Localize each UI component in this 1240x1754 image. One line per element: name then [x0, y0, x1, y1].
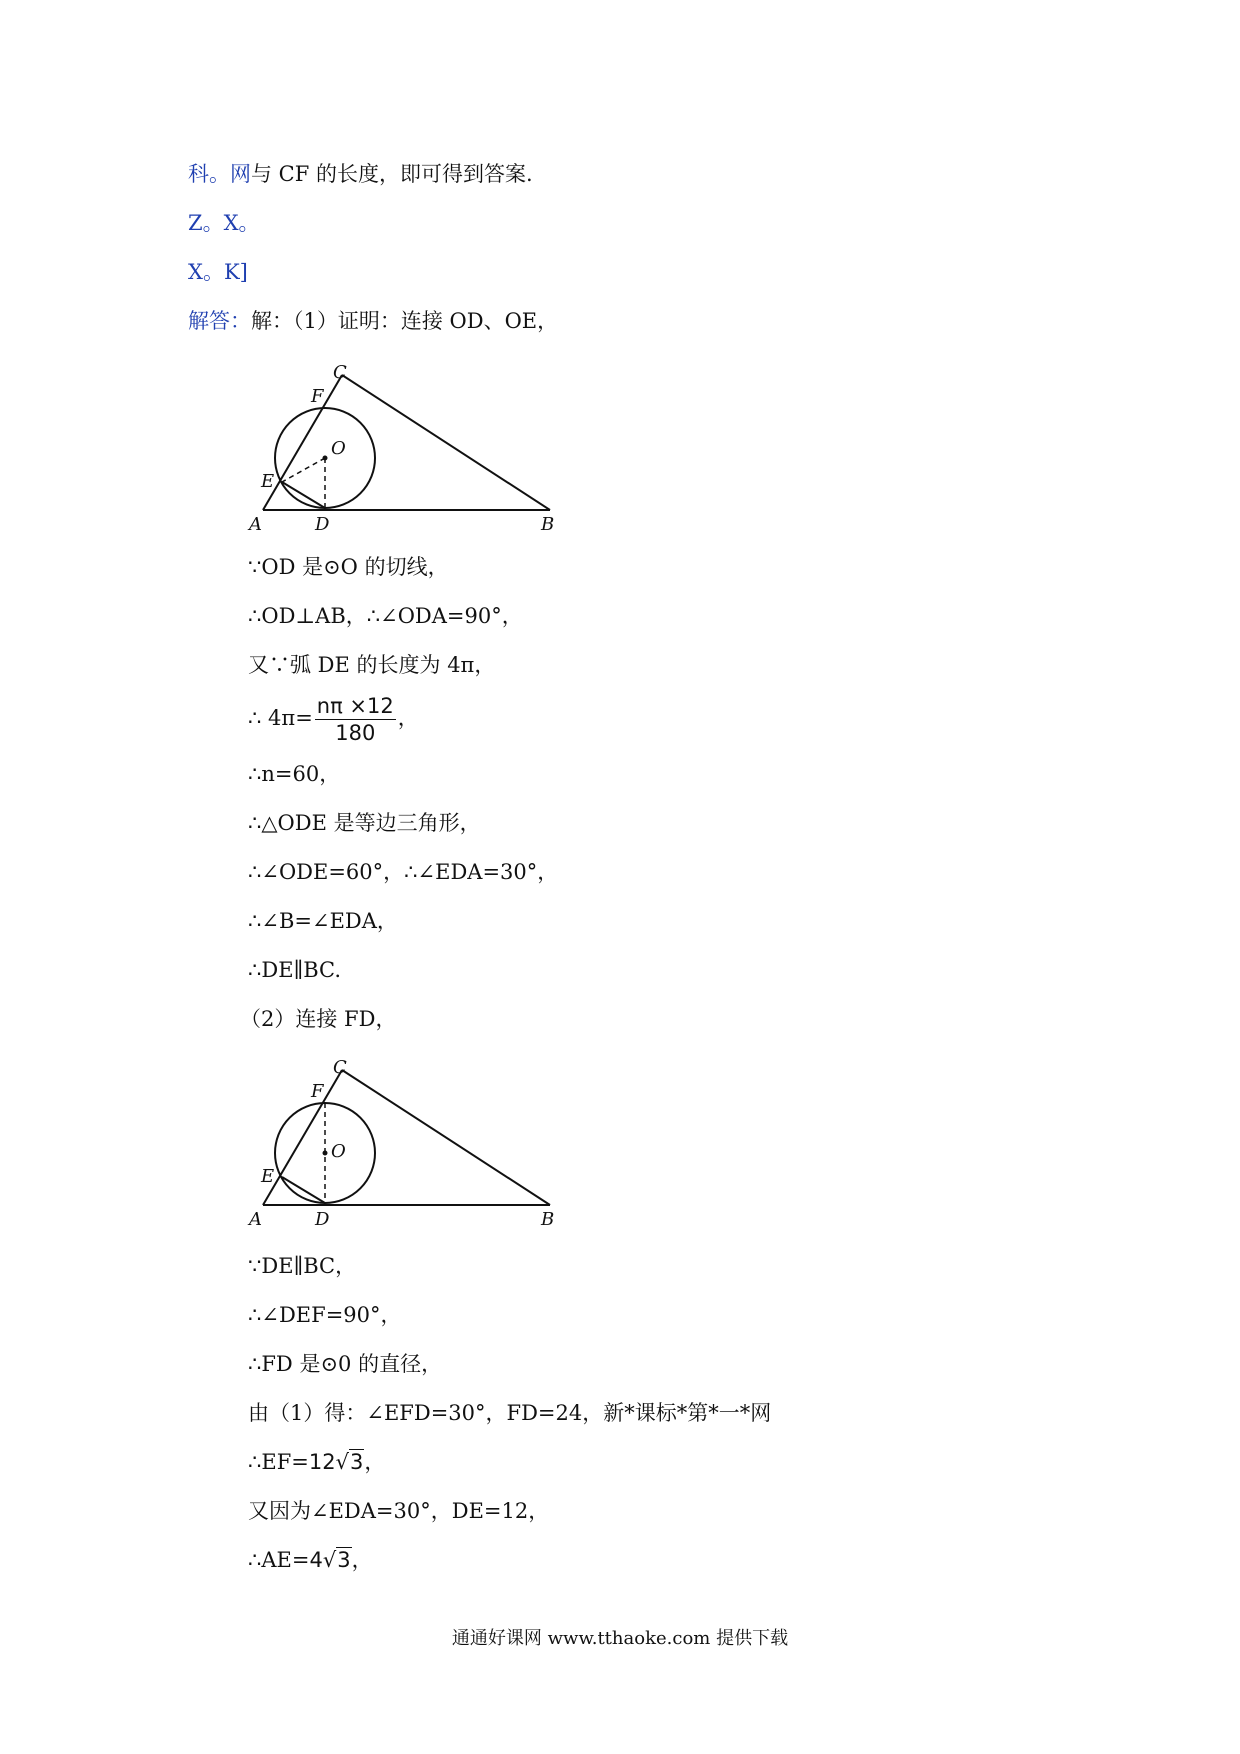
label-E: E	[261, 471, 275, 492]
ef-line	[248, 1448, 385, 1476]
ef-value: 12√3	[308, 1450, 364, 1474]
fraction	[315, 693, 396, 746]
de-line: 又因为∠EDA=30°，DE=12，	[248, 1499, 550, 1523]
watermark-text: 科。网	[188, 162, 251, 186]
label-C: C	[333, 1057, 347, 1078]
formula-line	[248, 690, 419, 746]
label-F: F	[311, 1081, 324, 1102]
line-text: 解：（1）证明：连接 OD、OE，	[251, 309, 559, 333]
ef-coefficient: 12	[308, 1450, 336, 1474]
ae-line	[248, 1546, 373, 1574]
ae-tail: ，	[351, 1548, 373, 1572]
proof-line: ∴n=60，	[248, 762, 341, 786]
label-F: F	[311, 386, 324, 407]
text-line-4	[188, 307, 558, 335]
ae-radicand: 3	[337, 1548, 351, 1572]
formula-tail: ，	[397, 706, 419, 730]
fraction-denominator: 180	[335, 721, 376, 745]
ae-value: 4√3	[309, 1548, 351, 1572]
geometry-figure-1	[245, 350, 575, 540]
label-C: C	[333, 362, 347, 383]
formula-lead: ∴ 4π=	[248, 706, 313, 730]
label-O: O	[331, 1141, 346, 1162]
label-A: A	[249, 514, 262, 535]
proof-line: ∴△ODE 是等边三角形，	[248, 811, 481, 835]
proof-line: ∵DE∥BC，	[248, 1254, 357, 1278]
label-O: O	[331, 438, 346, 459]
ef-lead: ∴EF=	[248, 1450, 309, 1474]
proof-line: ∵OD 是⊙O 的切线，	[248, 555, 449, 579]
text-line-2: Z。X。	[188, 211, 260, 235]
proof-line: ∴OD⊥AB，∴∠ODA=90°，	[248, 604, 523, 628]
proof-line: ∴∠DEF=90°，	[248, 1303, 402, 1327]
label-D: D	[315, 514, 330, 535]
ef-radicand: 3	[349, 1450, 364, 1474]
proof-line: ∴∠B=∠EDA，	[248, 909, 398, 933]
part2-title: （2）连接 FD，	[240, 1007, 397, 1031]
proof-line: ∴DE∥BC.	[248, 958, 342, 982]
proof-line: 由（1）得：∠EFD=30°，FD=24，新*课标*第*一*网	[248, 1401, 772, 1425]
fraction-numerator: nπ ×12	[316, 694, 394, 718]
geometry-figure-2	[245, 1045, 575, 1235]
ef-tail: ，	[364, 1450, 386, 1474]
page-footer: 通通好课网 www.tthaoke.com 提供下载	[451, 1628, 789, 1649]
proof-line: ∴∠ODE=60°，∴∠EDA=30°，	[248, 860, 559, 884]
answer-label: 解答：	[188, 309, 251, 333]
proof-line: ∴FD 是⊙0 的直径，	[248, 1352, 443, 1376]
label-B: B	[541, 514, 555, 535]
label-D: D	[315, 1209, 330, 1230]
ae-coefficient: 4	[309, 1548, 323, 1572]
line-text: 与 CF 的长度，即可得到答案.	[251, 162, 533, 186]
text-line-3: X。K]	[188, 260, 248, 284]
label-E: E	[261, 1166, 275, 1187]
text-line-1	[188, 160, 533, 188]
label-A: A	[249, 1209, 262, 1230]
proof-line: 又∵弧 DE 的长度为 4π，	[248, 653, 496, 677]
ae-lead: ∴AE=	[248, 1548, 310, 1572]
label-B: B	[541, 1209, 555, 1230]
